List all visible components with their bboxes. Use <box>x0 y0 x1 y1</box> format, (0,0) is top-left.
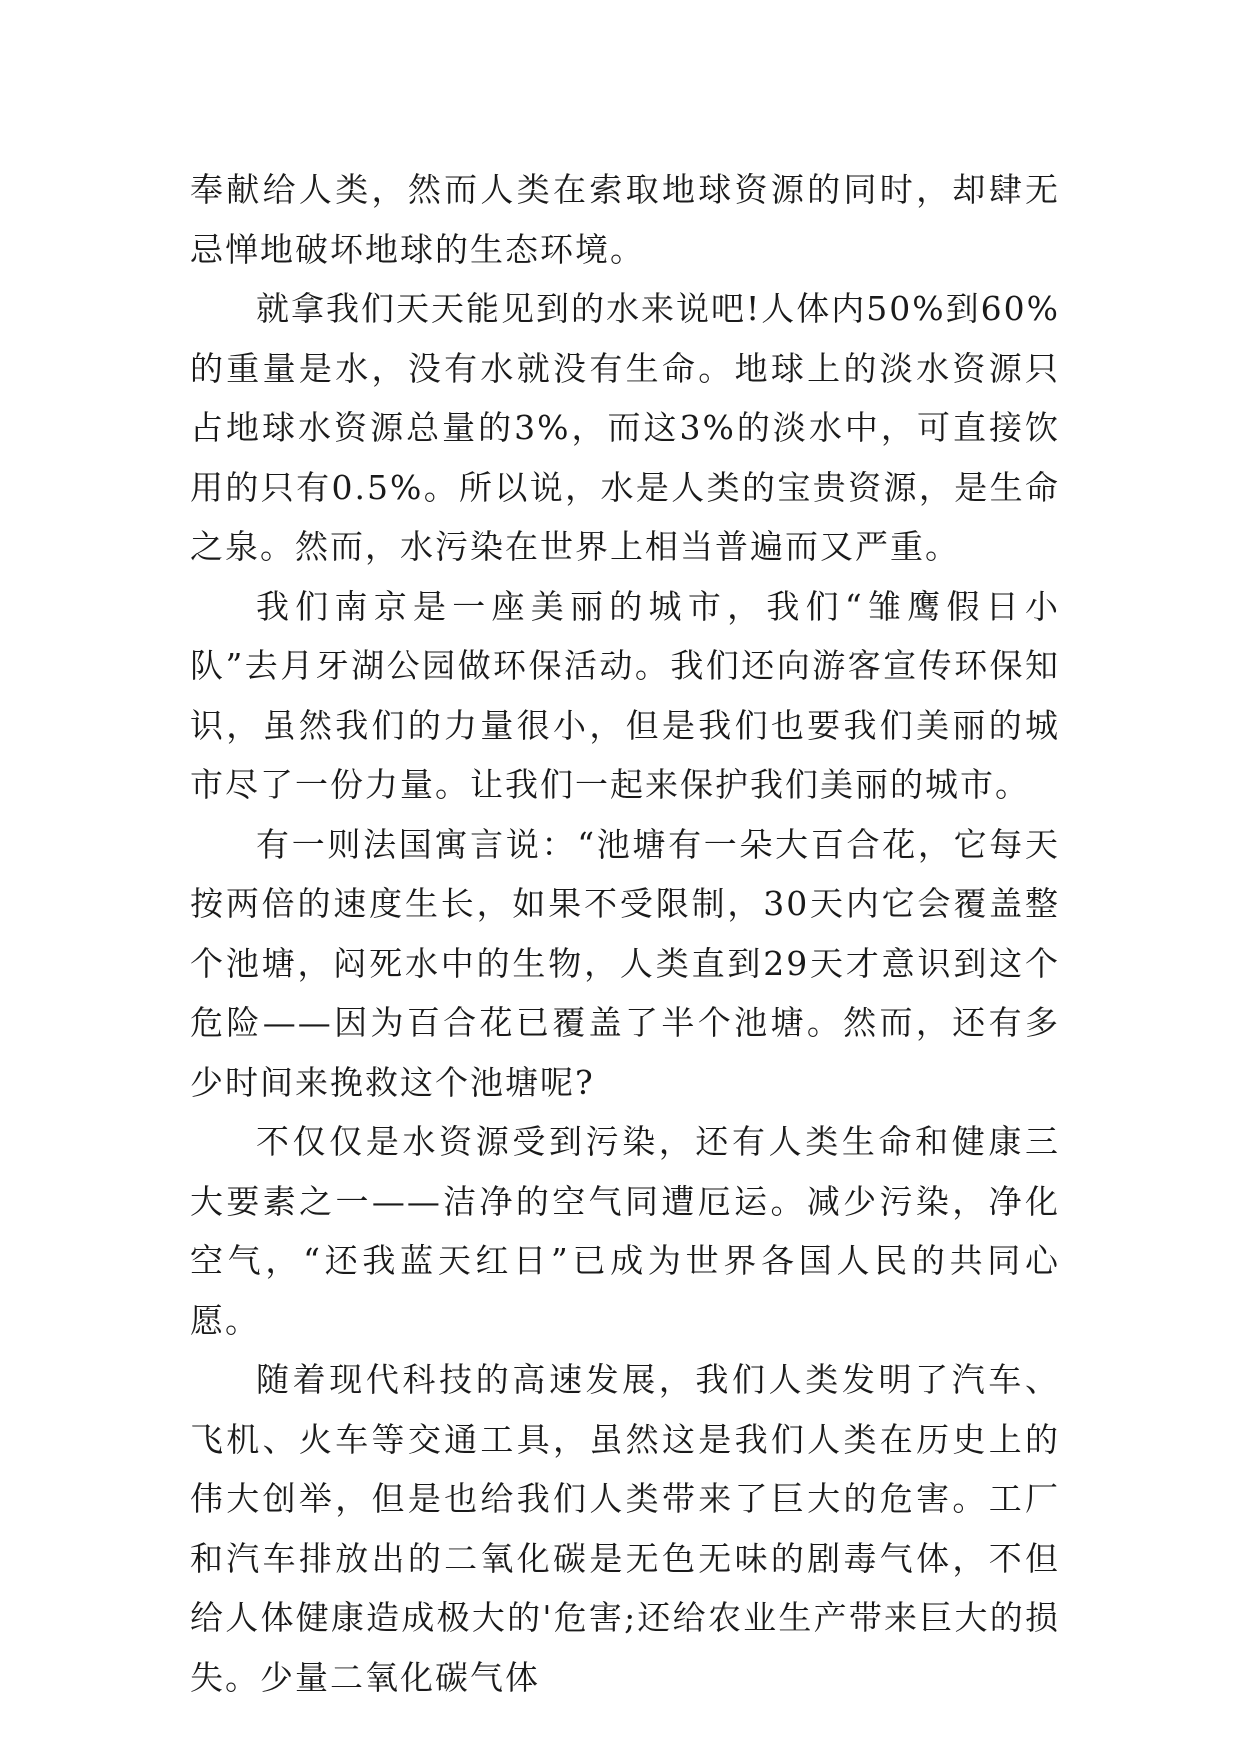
document-body <box>190 160 1060 1707</box>
paragraph-technology-pollution: 随着现代科技的高速发展，我们人类发明了汽车、飞机、火车等交通工具，虽然这是我们人类在历史上的伟大创举，但是也给我们人类带来了巨大的危害。工厂和汽车排放出的二氧化碳是无色无味的剧毒气体，不但给人体健康造成极大的'危害;还给农业生产带来巨大的损失。少量二氧化碳气体 <box>190 1360 1060 1697</box>
paragraph-water-resources: 就拿我们天天能见到的水来说吧!人体内50%到60%的重量是水，没有水就没有生命。地球上的淡水资源只占地球水资源总量的3%，而这3%的淡水中，可直接饮用的只有0.5%。所以说，水是人类的宝贵资源，是生命之泉。然而，水污染在世界上相当普遍而又严重。 <box>190 289 1060 566</box>
paragraph-continuation: 奉献给人类，然而人类在索取地球资源的同时，却肆无忌惮地破坏地球的生态环境。 <box>190 170 1060 269</box>
paragraph-clean-air: 不仅仅是水资源受到污染，还有人类生命和健康三大要素之一——洁净的空气同遭厄运。减少污染，净化空气，“还我蓝天红日”已成为世界各国人民的共同心愿。 <box>190 1122 1060 1340</box>
paragraph-nanjing-activity: 我们南京是一座美丽的城市，我们“雏鹰假日小队”去月牙湖公园做环保活动。我们还向游客宣传环保知识，虽然我们的力量很小，但是我们也要我们美丽的城市尽了一份力量。让我们一起来保护我们美丽的城市。 <box>190 586 1060 804</box>
paragraph-french-fable: 有一则法国寓言说：“池塘有一朵大百合花，它每天按两倍的速度生长，如果不受限制，30天内它会覆盖整个池塘，闷死水中的生物，人类直到29天才意识到这个危险——因为百合花已覆盖了半个池塘。然而，还有多少时间来挽救这个池塘呢? <box>190 824 1060 1102</box>
